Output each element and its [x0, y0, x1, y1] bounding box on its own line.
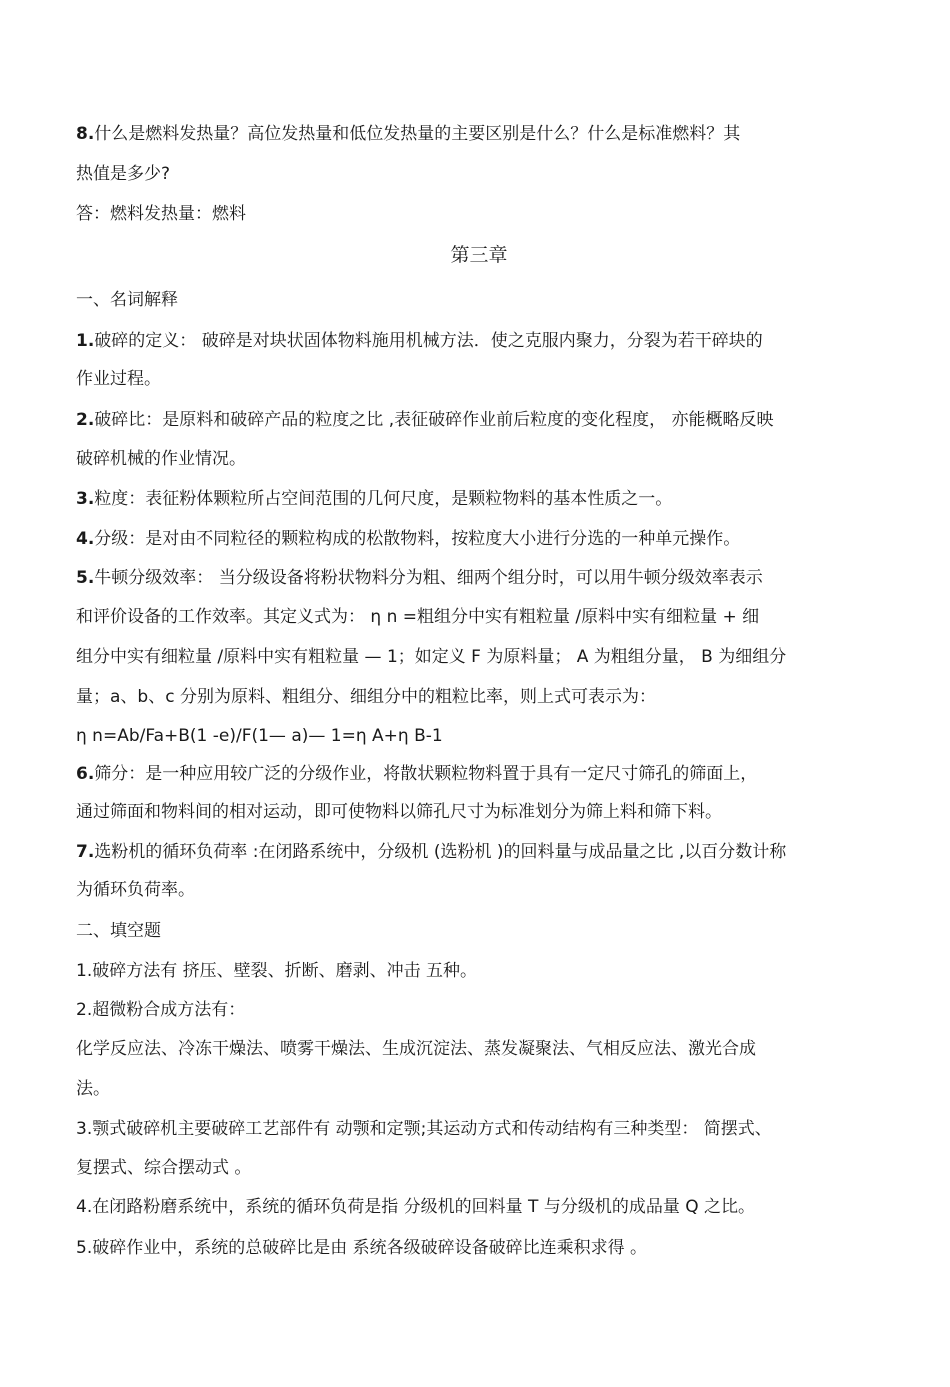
term-3: [76, 487, 882, 511]
fill-2-line2: 化学反应法、冷冻干燥法、喷雾干燥法、生成沉淀法、蒸发凝聚法、气相反应法、激光合成: [76, 1039, 756, 1059]
term-7-line1: [76, 840, 882, 864]
answer-8: 答：燃料发热量：燃料: [76, 204, 246, 224]
question-8-line2: 热值是多少?: [76, 164, 171, 184]
term-number: 7.: [76, 842, 95, 862]
term-6-line2: 通过筛面和物料间的相对运动，即可使物料以筛孔尺寸为标准划分为筛上料和筛下料。: [76, 802, 722, 822]
term-text: 筛分：是一种应用较广泛的分级作业，将散状颗粒物料置于具有一定尺寸筛孔的筛面上，: [94, 764, 758, 784]
term-number: 5.: [76, 568, 95, 588]
term-5-line4: 量；a、b、c 分别为原料、粗组分、细组分中的粗粒比率，则上式可表示为：: [76, 687, 656, 707]
fill-5: 5.破碎作业中，系统的总破碎比是由 系统各级破碎设备破碎比连乘积求得 。: [76, 1238, 648, 1258]
term-2-line1: [76, 408, 882, 432]
fill-3-line2: 复摆式、综合摆动式 。: [76, 1158, 252, 1178]
term-5-line1: [76, 566, 842, 590]
section-heading-terms: 一、名词解释: [76, 290, 178, 310]
term-2-line2: 破碎机械的作业情况。: [76, 449, 246, 469]
term-text: 粒度：表征粉体颗粒所占空间范围的几何尺度，是颗粒物料的基本性质之一。: [94, 489, 673, 509]
term-number: 1.: [76, 331, 95, 351]
term-5-line2: 和评价设备的工作效率。其定义式为： η n =粗组分中实有粗粒量 /原料中实有细粒量 + 细: [76, 607, 760, 627]
term-number: 2.: [76, 410, 95, 430]
term-7-line2: 为循环负荷率。: [76, 880, 195, 900]
term-text: 分级：是对由不同粒径的颗粒构成的松散物料，按粒度大小进行分选的一种单元操作。: [94, 529, 741, 549]
term-text: 牛顿分级效率： 当分级设备将粉状物料分为粗、细两个组分时，可以用牛顿分级效率表示: [94, 568, 763, 588]
term-text: 选粉机的循环负荷率 :在闭路系统中，分级机 (选粉机 )的回料量与成品量之比 ,以百分数计称: [94, 842, 787, 862]
term-4: [76, 527, 882, 551]
fill-1: 1.破碎方法有 挤压、壁裂、折断、磨剥、冲击 五种。: [76, 961, 478, 981]
question-text: 什么是燃料发热量？高位发热量和低位发热量的主要区别是什么？什么是标准燃料？其: [94, 124, 741, 144]
term-5-formula: η n=Ab/Fa+B(1 -e)/F(1— a)— 1=η A+η B-1: [76, 726, 443, 746]
section-heading-fill: 二、填空题: [76, 921, 161, 941]
term-text: 破碎的定义： 破碎是对块状固体物料施用机械方法．使之克服内聚力，分裂为若干碎块的: [94, 331, 763, 351]
term-number: 4.: [76, 529, 95, 549]
term-number: 6.: [76, 764, 95, 784]
question-8-line1: [76, 122, 816, 146]
term-6-line1: [76, 762, 824, 786]
term-1-line2: 作业过程。: [76, 369, 161, 389]
term-number: 3.: [76, 489, 95, 509]
term-text: 破碎比：是原料和破碎产品的粒度之比 ,表征破碎作业前后粒度的变化程度， 亦能概略反映: [94, 410, 774, 430]
fill-3-line1: 3.颚式破碎机主要破碎工艺部件有 动颚和定颚;其运动方式和传动结构有三种类型： 简摆式、: [76, 1119, 772, 1139]
fill-2-line3: 法。: [76, 1079, 110, 1099]
fill-2-line1: 2.超微粉合成方法有：: [76, 1000, 246, 1020]
term-5-line3: 组分中实有细粒量 /原料中实有粗粒量 — 1；如定义 F 为原料量； A 为粗组分量， B 为细组分: [76, 647, 787, 667]
question-number: 8.: [76, 124, 95, 144]
fill-4: 4.在闭路粉磨系统中，系统的循环负荷是指 分级机的回料量 T 与分级机的成品量 Q 之比。: [76, 1197, 756, 1217]
term-1-line1: [76, 329, 840, 353]
chapter-title: 第三章: [450, 244, 508, 266]
